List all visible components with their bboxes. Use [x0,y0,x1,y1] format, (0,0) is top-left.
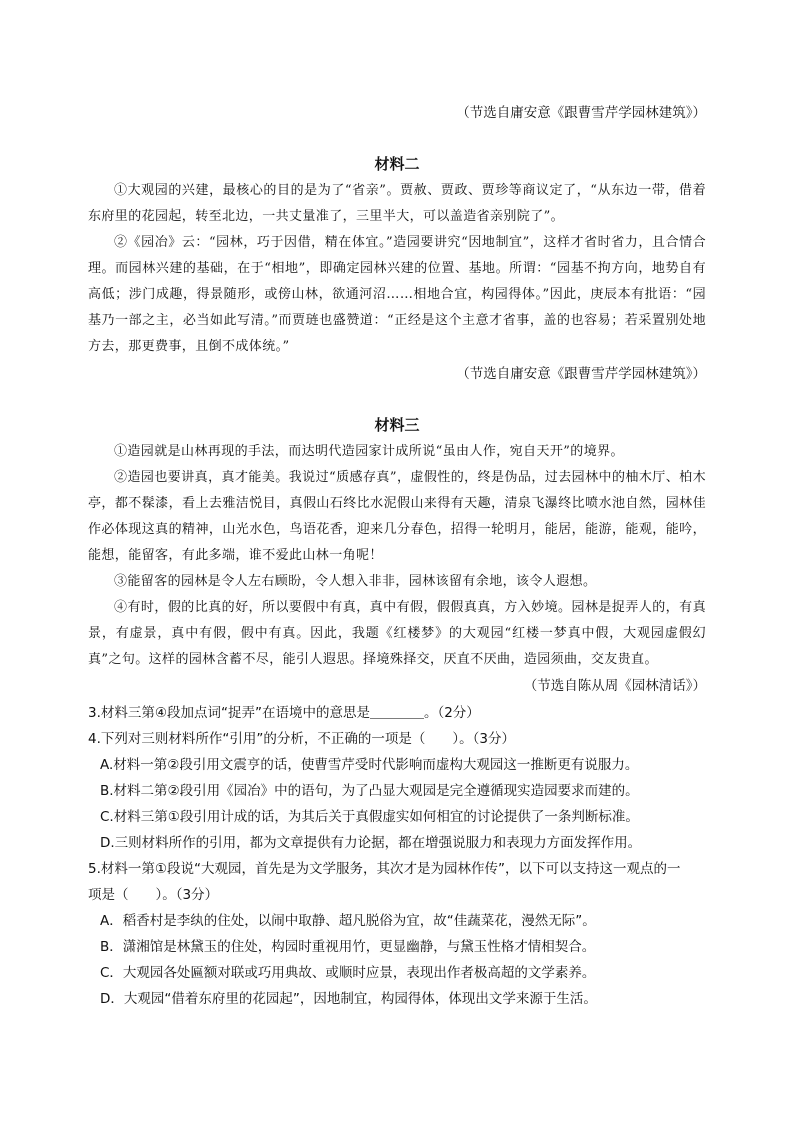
question-5-option-d: D．大观园“借着东府里的花园起”，因地制宜，构园得体，体现出文学来源于生活。 [100,991,597,1007]
source-citation-material1: （节选自庸安意《跟曹雪芹学园林建筑》） [456,105,706,121]
material3-paragraph-4: ④有时，假的比真的好，所以要假中有真，真中有假，假假真真，方入妙境。园林是捉弄人的，有真景，有虚景，真中有假，假中有真。因此，我题《红楼梦》的大观园“红楼一梦真中假，大观园虚假幻真”之句。这样的园林含蓄不尽，能引人遐思。择境殊择交，厌直不厌曲，造园须曲，交友贵直。 [88,600,706,667]
material2-title: 材料二 [374,155,420,173]
question-4: 4.下列对三则材料所作“引用”的分析，不正确的一项是（ ）。（3分） [88,731,515,747]
material3-title: 材料三 [374,416,420,434]
material2-paragraph-1: ①大观园的兴建，最核心的目的是为了“省亲”。贾赦、贾政、贾珍等商议定了，“从东边一带，借着东府里的花园起，转至北边，一共丈量准了，三里半大，可以盖造省亲别院了”。 [88,183,706,224]
material2-paragraph-2: ②《园冶》云：“园林，巧于因借，精在体宜。”造园要讲究“因地制宜”，这样才省时省力，且合情合理。而园林兴建的基础，在于“相地”，即确定园林兴建的位置、基地。所谓：“园基不拘方向，地势自有高低；涉门成趣，得景随形，或傍山林，欲通河沼……相地合宜，构园得体。”因此，庚辰本有批语：“园基乃一部之主，必当如此写清。”而贾琏也盛赞道：“正经是这个主意才省事，盖的也容易；若采置别处地方去，那更费事，且倒不成体统。” [88,235,706,354]
question-4-option-d: D.三则材料所作的引用，都为文章提供有力论据，都在增强说服力和表现力方面发挥作用。 [100,835,642,851]
question-5-line-1: 5.材料一第①段说“大观园，首先是为文学服务，其次才是为园林作传”，以下可以支持这一观点的一 [88,861,681,877]
material3-paragraph-3: ③能留客的园林是令人左右顾盼，令人想入非非，园林该留有余地，该令人遐想。 [114,574,597,589]
question-4-option-b: B.材料二第②段引用《园冶》中的语句，为了凸显大观园是完全遵循现实造园要求而建的。 [100,783,639,799]
material3-paragraph-1: ①造园就是山林再现的手法，而达明代造园家计成所说“虽由人作，宛自天开”的境界。 [114,444,624,459]
question-5-line-2: 项是（ ）。（3分） [88,887,219,903]
question-5-option-c: C．大观园各处匾额对联或巧用典故、或顺时应景，表现出作者极高超的文学素养。 [100,965,596,981]
question-3: 3.材料三第④段加点词“捉弄”在语境中的意思是＿＿＿＿。（2分） [88,705,480,721]
source-citation-material2: （节选自庸安意《跟曹雪芹学园林建筑》） [456,366,706,382]
source-citation-material3: （节选自陈从周《园林清话》） [523,678,706,694]
question-4-option-c: C.材料三第①段引用计成的话，为其后关于真假虚实如何相宜的讨论提供了一条判断标准。 [100,809,639,825]
question-5-option-b: B．潇湘馆是林黛玉的住处，构园时重视用竹，更显幽静，与黛玉性格才情相契合。 [100,939,596,955]
question-4-option-a: A.材料一第②段引用文震亨的话，使曹雪芹受时代影响而虚构大观园这一推断更有说服力。 [100,757,639,773]
material3-paragraph-2: ②造园也要讲真，真才能美。我说过“质感存真”，虚假性的，终是伪品，过去园林中的柚木厅、柏木亭，都不髹漆，看上去雅洁悦目，真假山石终比水泥假山来得有天趣，清泉飞瀑终比喷水池自然，园林佳作必体现这真的精神，山光水色，鸟语花香，迎来几分春色，招得一轮明月，能居，能游，能观，能吟，能想，能留客，有此多端，谁不爱此山林一角呢！ [88,470,706,563]
question-5-option-a: A．稻香村是李纨的住处，以闹中取静、超凡脱俗为宜，故“佳蔬菜花，漫然无际”。 [100,913,596,929]
